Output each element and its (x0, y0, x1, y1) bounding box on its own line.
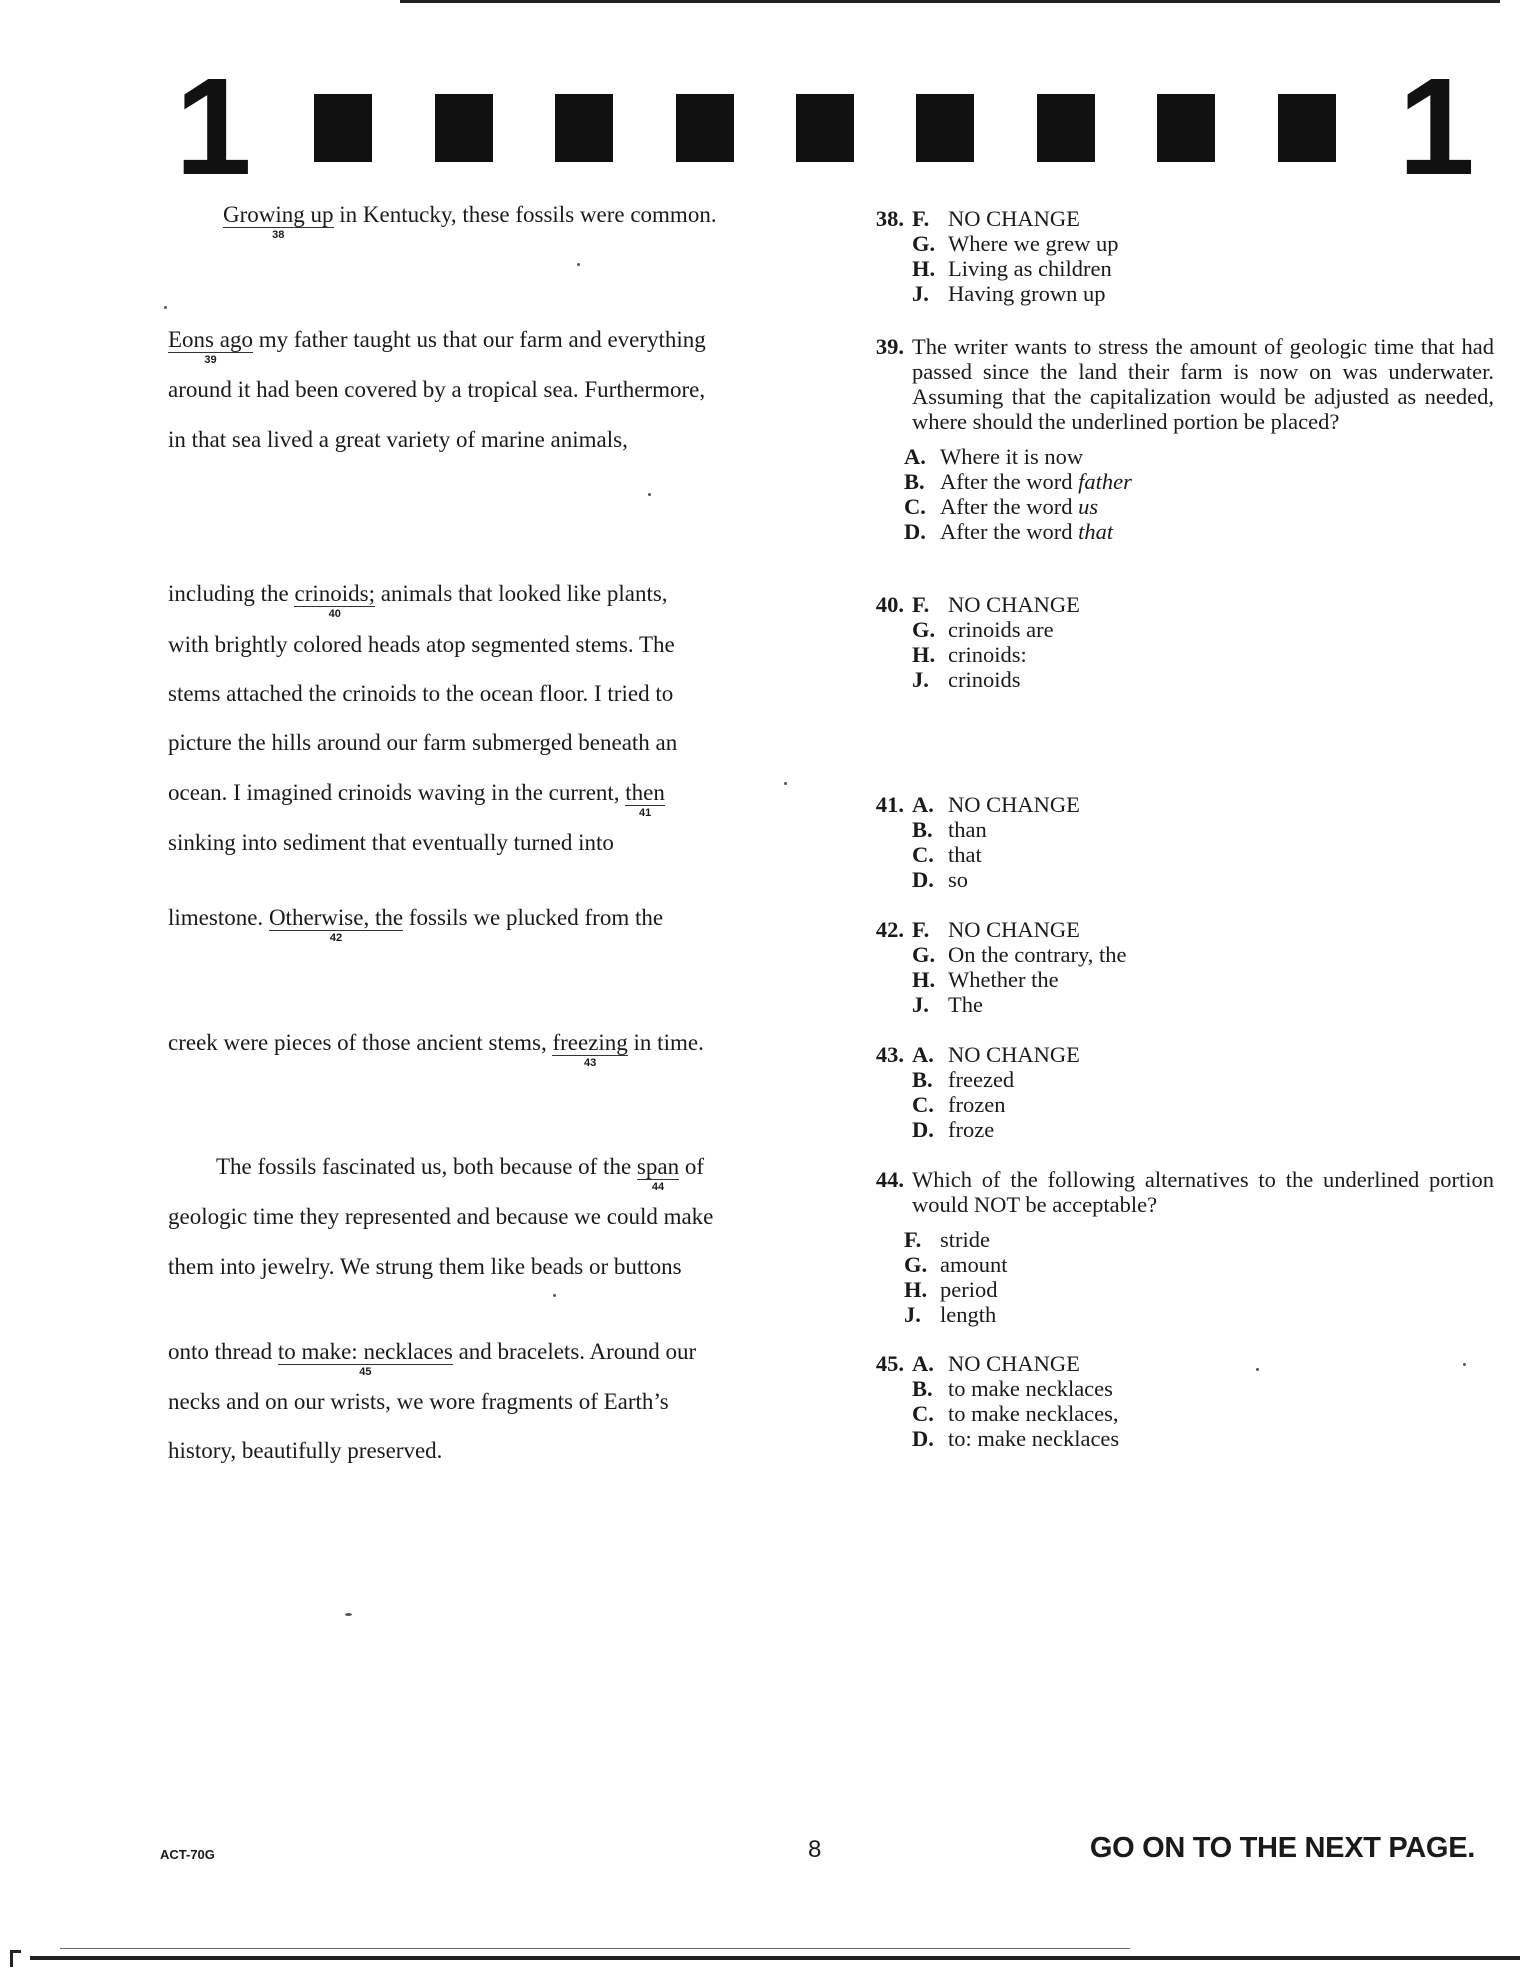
passage-line: history, beautifully preserved. (168, 1438, 443, 1463)
section-header (175, 50, 1475, 204)
passage-line: onto thread to make: necklaces 45 and bracelets. Around our (168, 1339, 697, 1378)
form-code: ACT-70G (160, 1847, 215, 1862)
passage-line: stems attached the crinoids to the ocean floor. I tried to (168, 681, 674, 706)
underlined-45[interactable]: to make: necklaces 45 (277, 1339, 453, 1378)
header-square (916, 94, 974, 162)
underline-number: 39 (204, 354, 217, 366)
option[interactable]: J. Having grown up (912, 281, 1106, 306)
question-number: 41. (875, 792, 904, 817)
option-list (904, 444, 1494, 544)
underline-number: 40 (328, 608, 341, 620)
option[interactable]: H. crinoids: (912, 642, 1027, 667)
passage-line: picture the hills around our farm submerged beneath an (168, 730, 678, 755)
option-list (912, 792, 1080, 892)
scan-speck (553, 1294, 556, 1297)
scan-speck (784, 782, 787, 785)
option-list (912, 917, 1126, 1017)
header-square (314, 94, 372, 162)
option[interactable]: C. to make necklaces, (912, 1401, 1119, 1426)
question-number: 39. (875, 334, 904, 359)
option[interactable]: F. NO CHANGE (912, 206, 1080, 231)
passage-line: creek were pieces of those ancient stems, freezing 43 in time. (168, 1030, 704, 1069)
underlined-39[interactable]: Eons ago 39 (168, 327, 253, 366)
option[interactable]: D. After the word that (904, 519, 1114, 544)
question-44 (852, 1167, 1494, 1327)
bottom-rule (30, 1956, 1520, 1960)
underlined-42[interactable]: Otherwise, the 42 (268, 905, 404, 944)
passage-line: around it had been covered by a tropical sea. Furthermore, (168, 377, 706, 402)
option[interactable]: F. NO CHANGE (912, 917, 1080, 942)
passage-line: necks and on our wrists, we wore fragments of Earth’s (168, 1389, 669, 1414)
underline-number: 43 (584, 1057, 597, 1069)
passage-line: with brightly colored heads atop segmented stems. The (168, 632, 675, 657)
option[interactable]: D. to: make necklaces (912, 1426, 1120, 1451)
passage-line: including the crinoids; 40 animals that looked like plants, (168, 581, 668, 620)
option[interactable]: J. The (912, 992, 983, 1017)
underlined-44[interactable]: span 44 (636, 1154, 680, 1193)
option[interactable]: G. Where we grew up (912, 231, 1119, 256)
option-list (912, 1351, 1119, 1451)
option[interactable]: F. stride (904, 1227, 990, 1252)
option[interactable]: G. On the contrary, the (912, 942, 1127, 967)
underlined-43[interactable]: freezing 43 (552, 1030, 628, 1069)
option[interactable]: A. Where it is now (904, 444, 1084, 469)
page-number: 8 (808, 1836, 822, 1863)
header-square (676, 94, 734, 162)
option[interactable]: G. amount (904, 1252, 1008, 1277)
option[interactable]: H. period (904, 1277, 998, 1302)
scan-speck (648, 493, 651, 496)
option[interactable]: A. NO CHANGE (912, 1351, 1080, 1376)
scan-speck (1256, 1368, 1259, 1371)
option[interactable]: B. freezed (912, 1067, 1015, 1092)
passage-line: them into jewelry. We strung them like beads or buttons (168, 1254, 682, 1279)
option[interactable]: B. to make necklaces (912, 1376, 1113, 1401)
underline-number: 45 (359, 1366, 372, 1378)
passage-line: Eons ago 39 my father taught us that our farm and everything (168, 327, 706, 366)
scan-speck (164, 306, 167, 309)
question-41 (852, 792, 1492, 892)
option[interactable]: C. After the word us (904, 494, 1099, 519)
option[interactable]: C. that (912, 842, 982, 867)
underline-number: 42 (329, 932, 343, 944)
section-number-left: 1 (175, 50, 252, 204)
header-square (1157, 94, 1215, 162)
question-number: 44. (875, 1167, 904, 1192)
underline-number: 41 (638, 807, 652, 819)
question-38 (852, 206, 1492, 306)
question-39 (852, 334, 1494, 544)
option[interactable]: A. NO CHANGE (912, 792, 1080, 817)
underlined-38[interactable]: Growing up 38 (223, 202, 334, 241)
passage-line: Growing up 38 in Kentucky, these fossils were common. (223, 202, 717, 241)
header-square (796, 94, 854, 162)
option[interactable]: B. After the word father (904, 469, 1132, 494)
question-45 (852, 1351, 1492, 1451)
option[interactable]: F. NO CHANGE (912, 592, 1080, 617)
passage-line: ocean. I imagined crinoids waving in the current, then 41 (168, 780, 665, 819)
passage-line: limestone. Otherwise, the 42 fossils we plucked from the (168, 905, 664, 944)
question-stem: The writer wants to stress the amount of geologic time that had passed since the land their farm is now on was underwater. Assuming that the capitalization would be adjusted as needed, where should the underlined portion be placed? (912, 334, 1494, 434)
underline-number: 38 (272, 229, 285, 241)
option[interactable]: D. froze (912, 1117, 995, 1142)
bottom-rule-thin (60, 1948, 1130, 1949)
top-rule (400, 0, 1500, 3)
header-square (555, 94, 613, 162)
option[interactable]: A. NO CHANGE (912, 1042, 1080, 1067)
question-43 (852, 1042, 1492, 1142)
go-on-next-page: GO ON TO THE NEXT PAGE. (1089, 1832, 1475, 1864)
passage-line: geologic time they represented and because we could make (168, 1204, 714, 1229)
option[interactable]: G. crinoids are (912, 617, 1054, 642)
option[interactable]: J. length (904, 1302, 997, 1327)
option[interactable]: J. crinoids (912, 667, 1021, 692)
option[interactable]: D. so (912, 867, 969, 892)
option-list (912, 206, 1119, 306)
question-number: 45. (875, 1351, 904, 1376)
corner-mark (10, 1950, 21, 1967)
header-square (1037, 94, 1095, 162)
passage-line: in that sea lived a great variety of marine animals, (168, 427, 628, 452)
header-square (435, 94, 493, 162)
passage-line: The fossils fascinated us, both because of the span 44 of (216, 1154, 705, 1193)
option-list (912, 1042, 1080, 1142)
section-number-right: 1 (1398, 50, 1475, 204)
question-number: 38. (875, 206, 904, 231)
question-40 (852, 592, 1492, 692)
underline-number: 44 (651, 1181, 665, 1193)
underlined-41[interactable]: then 41 (625, 780, 665, 819)
question-stem: Which of the following alternatives to the underlined portion would NOT be acceptable? (912, 1167, 1494, 1217)
header-square (1278, 94, 1336, 162)
option[interactable]: C. frozen (912, 1092, 1006, 1117)
option[interactable]: H. Whether the (912, 967, 1059, 992)
option[interactable]: H. Living as children (912, 256, 1112, 281)
passage-line: sinking into sediment that eventually turned into (168, 830, 614, 855)
question-number: 43. (875, 1042, 904, 1067)
scan-speck (577, 263, 580, 266)
scan-speck (345, 1613, 352, 1616)
underlined-40[interactable]: crinoids; 40 (294, 581, 375, 620)
option[interactable]: B. than (912, 817, 987, 842)
scan-speck (1463, 1363, 1466, 1366)
option-list (912, 592, 1080, 692)
question-number: 42. (875, 917, 904, 942)
question-number: 40. (875, 592, 904, 617)
option-list (904, 1227, 1494, 1327)
question-42 (852, 917, 1492, 1017)
